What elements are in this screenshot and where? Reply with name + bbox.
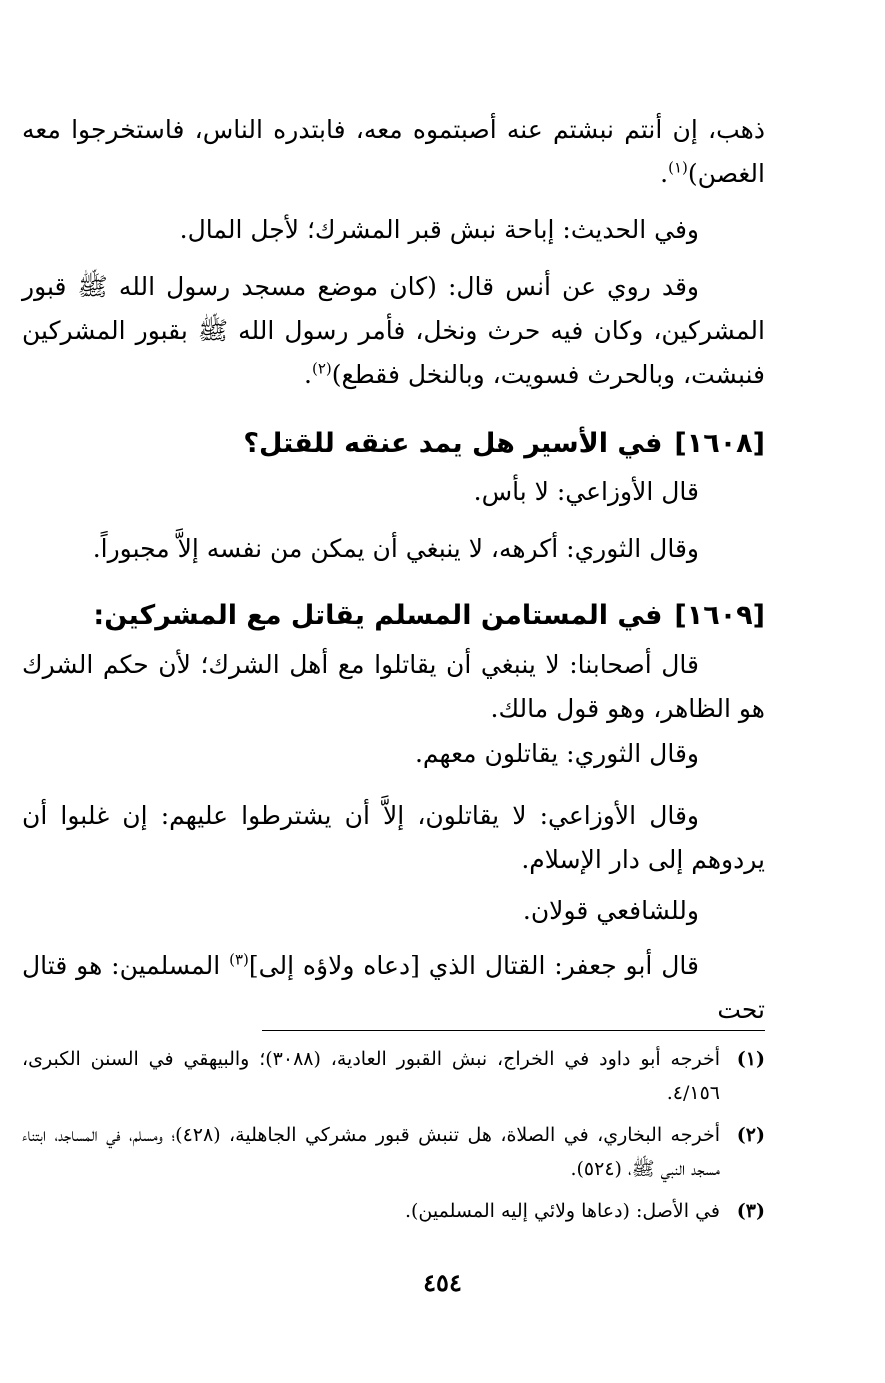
paragraph-text: ذهب، إن أنتم نبشتم عنه أصبتموه معه، فابتدره الناس، فاستخرجوا معه الغصن) <box>22 115 765 188</box>
footnote-number: (٢) <box>736 1124 765 1146</box>
footnote-number: (٣) <box>736 1200 765 1222</box>
section-title: في الأسير هل يمد عنقه للقتل؟ <box>243 428 663 459</box>
paragraph-abu-jafar <box>22 944 765 1032</box>
paragraph-text: قال أبو جعفر: القتال الذي [دعاه ولاؤه إلى] <box>248 951 699 980</box>
paragraph-thawri-opinion: وقال الثوري: أكرهه، لا ينبغي أن يمكن من نفسه إلاَّ مجبوراً. <box>92 534 699 563</box>
paragraph-awzai-opinion: قال الأوزاعي: لا بأس. <box>473 477 699 506</box>
paragraph-anas-narration <box>22 265 765 397</box>
paragraph-companions-opinion: قال أصحابنا: لا ينبغي أن يقاتلوا مع أهل الشرك؛ لأن حكم الشرك هو الظاهر، وهو قول مالك. <box>22 650 765 723</box>
footnote-2 <box>22 1118 765 1186</box>
paragraph-hadith-ruling: وفي الحديث: إباحة نبش قبر المشرك؛ لأجل المال. <box>179 215 699 244</box>
paragraph-shafii: وللشافعي قولان. <box>522 896 699 925</box>
section-number: [١٦٠٩] <box>674 600 765 631</box>
paragraph-tail: . <box>660 159 669 188</box>
section-number: [١٦٠٨] <box>674 428 765 459</box>
paragraph-tail: المسلمين: هو قتال تحت <box>22 951 765 1024</box>
footnote-ref-2[interactable]: (٢) <box>311 359 332 378</box>
footnote-divider <box>262 1030 765 1031</box>
paragraph-grave-digging <box>22 108 765 196</box>
footnote-3 <box>22 1194 765 1228</box>
section-heading-1609 <box>22 596 765 636</box>
footnote-1 <box>22 1042 765 1110</box>
paragraph-text: وقد روي عن أنس قال: (كان موضع مسجد رسول الله ﷺ قبور المشركين، وكان فيه حرث ونخل، فأمر رسول الله ﷺ بقبور المشركين فنبشت، وبالحرث فسويت، وبالنخل فقطع) <box>22 272 765 389</box>
footnote-ref-1[interactable]: (١) <box>668 158 688 177</box>
footnote-text: أخرجه البخاري، في الصلاة، هل تنبش قبور مشركي الجاهلية، (٤٢٨)؛ ومسلم، في المساجد، ابتناء مسجد النبي ﷺ، (٥٢٤). <box>22 1124 720 1180</box>
paragraph-awzai-fight: وقال الأوزاعي: لا يقاتلون، إلاَّ أن يشترطوا عليهم: إن غلبوا أن يردوهم إلى دار الإسلام. <box>22 801 765 874</box>
section-heading-1608 <box>22 424 765 464</box>
footnote-text: أخرجه أبو داود في الخراج، نبش القبور العادية، (٣٠٨٨)؛ والبيهقي في السنن الكبرى، ٤/١٥٦. <box>22 1048 720 1104</box>
footnote-text: في الأصل: (دعاها ولائي إليه المسلمين). <box>404 1200 720 1222</box>
section-title: في المستامن المسلم يقاتل مع المشركين: <box>93 600 663 631</box>
paragraph-tail: . <box>304 360 312 389</box>
paragraph-thawri-fight: وقال الثوري: يقاتلون معهم. <box>414 739 699 768</box>
document-page <box>22 0 765 1383</box>
page-number: ٤٥٤ <box>423 1268 462 1297</box>
footnote-number: (١) <box>736 1048 765 1070</box>
footnote-ref-3[interactable]: (٣) <box>229 950 249 969</box>
